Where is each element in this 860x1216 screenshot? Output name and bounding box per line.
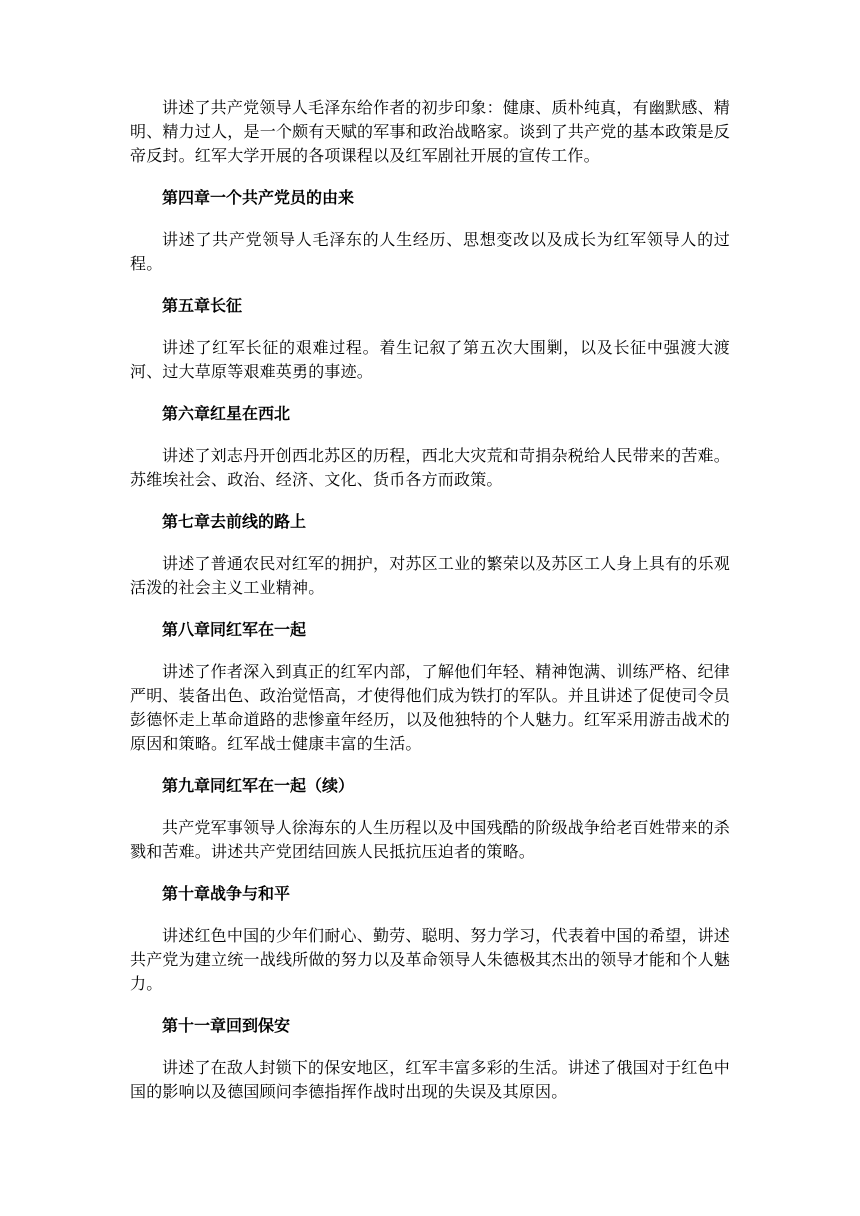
chapter-4-heading: 第四章一个共产党员的由来 bbox=[162, 188, 355, 207]
chapter-11-paragraph: 讲述了在敌人封锁下的保安地区，红军丰富多彩的生活。讲述了俄国对于红色中国的影响以及德国顾问李德指挥作战时出现的失误及其原因。 bbox=[130, 1058, 730, 1101]
chapter-10-heading: 第十章战争与和平 bbox=[162, 884, 291, 903]
chapter-4-paragraph: 讲述了共产党领导人毛泽东的人生经历、思想变改以及成长为红军领导人的过程。 bbox=[130, 230, 730, 273]
chapter-9-heading: 第九章同红军在一起（续） bbox=[162, 776, 355, 795]
chapter-6-paragraph: 讲述了刘志丹开创西北苏区的历程，西北大灾荒和苛捐杂税给人民带来的苦难。苏维埃社会、政治、经济、文化、货币各方而政策。 bbox=[130, 446, 730, 489]
chapter-10-paragraph: 讲述红色中国的少年们耐心、勤劳、聪明、努力学习，代表着中国的希望，讲述共产党为建立统一战线所做的努力以及革命领导人朱德极其杰出的领导才能和个人魅力。 bbox=[130, 926, 730, 993]
intro-paragraph: 讲述了共产党领导人毛泽东给作者的初步印象：健康、质朴纯真，有幽默感、精明、精力过人，是一个颇有天赋的军事和政治战略家。谈到了共产党的基本政策是反帝反封。红军大学开展的各项课程以及红军剧社开展的宣传工作。 bbox=[130, 98, 730, 165]
chapter-8-heading: 第八章同红军在一起 bbox=[162, 620, 307, 639]
document-page bbox=[130, 96, 730, 1104]
chapter-8-paragraph: 讲述了作者深入到真正的红军内部，了解他们年轻、精神饱满、训练严格、纪律严明、装备出色、政治觉悟高，才使得他们成为铁打的军队。并且讲述了促使司令员彭德怀走上革命道路的悲惨童年经历，以及他独特的个人魅力。红军采用游击战术的原因和策略。红军战士健康丰富的生活。 bbox=[130, 662, 730, 753]
chapter-7-heading: 第七章去前线的路上 bbox=[162, 512, 307, 531]
chapter-9-paragraph: 共产党军事领导人徐海东的人生历程以及中国残酷的阶级战争给老百姓带来的杀戮和苦难。讲述共产党团结回族人民抵抗压迫者的策略。 bbox=[130, 818, 730, 861]
chapter-5-heading: 第五章长征 bbox=[162, 296, 243, 315]
chapter-7-paragraph: 讲述了普通农民对红军的拥护，对苏区工业的繁荣以及苏区工人身上具有的乐观活泼的社会主义工业精神。 bbox=[130, 554, 730, 597]
chapter-6-heading: 第六章红星在西北 bbox=[162, 404, 291, 423]
chapter-11-heading: 第十一章回到保安 bbox=[162, 1016, 291, 1035]
chapter-5-paragraph: 讲述了红军长征的艰难过程。着生记叙了第五次大围剿，以及长征中强渡大渡河、过大草原等艰难英勇的事迹。 bbox=[130, 338, 730, 381]
